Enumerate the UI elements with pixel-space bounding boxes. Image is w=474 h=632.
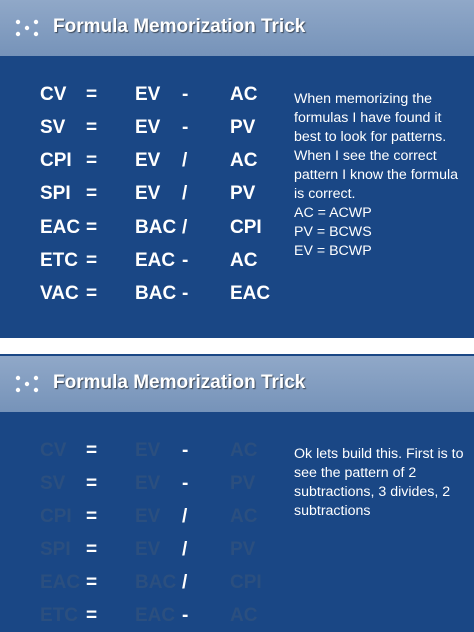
formula-operand-b: EAC [230, 283, 271, 304]
formula-operator: - [182, 283, 189, 304]
formula-lhs: CV [40, 84, 67, 105]
slide-header [0, 0, 474, 56]
formula-operator: - [182, 250, 189, 271]
formula-operand-a: EV [135, 117, 161, 138]
formula-equals: = [86, 539, 98, 560]
dot-cluster-icon [14, 19, 42, 37]
formula-equals: = [86, 506, 98, 527]
formula-lhs: SPI [40, 183, 71, 204]
formula-row [0, 605, 290, 629]
formula-lhs: VAC [40, 283, 79, 304]
note-paragraph: Ok lets build this. First is to see the pattern of 2 subtractions, 3 divides, 2 subtractions [294, 446, 464, 519]
explanation-note [294, 445, 464, 521]
slide-2 [0, 354, 474, 632]
slide-header [0, 356, 474, 412]
formula-lhs: SV [40, 473, 66, 494]
formula-equals: = [86, 217, 98, 238]
formula-row [0, 150, 290, 174]
formula-equals: = [86, 150, 98, 171]
formula-operand-b: PV [230, 183, 256, 204]
formula-operand-b: PV [230, 539, 256, 560]
formula-equals: = [86, 283, 98, 304]
formula-equals: = [86, 572, 98, 593]
formula-row [0, 217, 290, 241]
note-line: AC = ACWP [294, 205, 372, 221]
slide-title: Formula Memorization Trick [53, 372, 306, 393]
formula-operand-b: AC [230, 605, 258, 626]
formula-operator: - [182, 440, 189, 461]
formula-equals: = [86, 250, 98, 271]
formula-lhs: ETC [40, 605, 78, 626]
formula-operator: - [182, 605, 189, 626]
formula-operand-a: BAC [135, 217, 177, 238]
formula-operator: / [182, 572, 188, 593]
formula-operand-a: EAC [135, 605, 176, 626]
formula-lhs: CPI [40, 506, 72, 527]
formula-row [0, 283, 290, 307]
note-paragraph: When memorizing the formulas I have found it best to look for patterns. When I see the correct pattern I know the formula is correct. [294, 91, 459, 202]
formula-lhs: ETC [40, 250, 78, 271]
formula-equals: = [86, 473, 98, 494]
formula-operand-a: EV [135, 473, 161, 494]
formula-operator: / [182, 183, 188, 204]
formula-lhs: SPI [40, 539, 71, 560]
formula-equals: = [86, 117, 98, 138]
formula-row [0, 473, 290, 497]
formula-operand-b: PV [230, 473, 256, 494]
formula-operand-a: BAC [135, 572, 177, 593]
formula-operand-b: PV [230, 117, 256, 138]
formula-operator: / [182, 150, 188, 171]
formula-row [0, 84, 290, 108]
formula-row [0, 506, 290, 530]
note-line: PV = BCWS [294, 224, 372, 240]
formula-row [0, 183, 290, 207]
formula-row [0, 250, 290, 274]
formula-equals: = [86, 84, 98, 105]
formula-operand-b: AC [230, 250, 258, 271]
formula-equals: = [86, 605, 98, 626]
formula-operand-b: AC [230, 150, 258, 171]
formula-row [0, 440, 290, 464]
explanation-note [294, 90, 464, 261]
formula-operand-b: AC [230, 84, 258, 105]
formula-lhs: CV [40, 440, 67, 461]
slide-title: Formula Memorization Trick [53, 16, 306, 37]
note-line: EV = BCWP [294, 243, 372, 259]
formula-lhs: SV [40, 117, 66, 138]
formula-operand-a: EV [135, 440, 161, 461]
formula-operand-a: EV [135, 84, 161, 105]
formula-operand-b: AC [230, 506, 258, 527]
formula-row [0, 539, 290, 563]
formula-operator: - [182, 117, 189, 138]
formula-operator: / [182, 506, 188, 527]
formula-operand-a: EV [135, 539, 161, 560]
formula-operator: - [182, 84, 189, 105]
formula-operand-a: EAC [135, 250, 176, 271]
formula-operator: / [182, 217, 188, 238]
formula-lhs: EAC [40, 217, 81, 238]
formula-operand-a: EV [135, 183, 161, 204]
formula-lhs: CPI [40, 150, 72, 171]
formula-operand-a: EV [135, 150, 161, 171]
formula-operand-b: AC [230, 440, 258, 461]
formula-operator: / [182, 539, 188, 560]
formula-operand-b: CPI [230, 572, 262, 593]
formula-row [0, 117, 290, 141]
dot-cluster-icon [14, 375, 42, 393]
formula-operator: - [182, 473, 189, 494]
formula-operand-b: CPI [230, 217, 262, 238]
formula-equals: = [86, 183, 98, 204]
formula-operand-a: BAC [135, 283, 177, 304]
formula-operand-a: EV [135, 506, 161, 527]
formula-equals: = [86, 440, 98, 461]
formula-lhs: EAC [40, 572, 81, 593]
formula-row [0, 572, 290, 596]
